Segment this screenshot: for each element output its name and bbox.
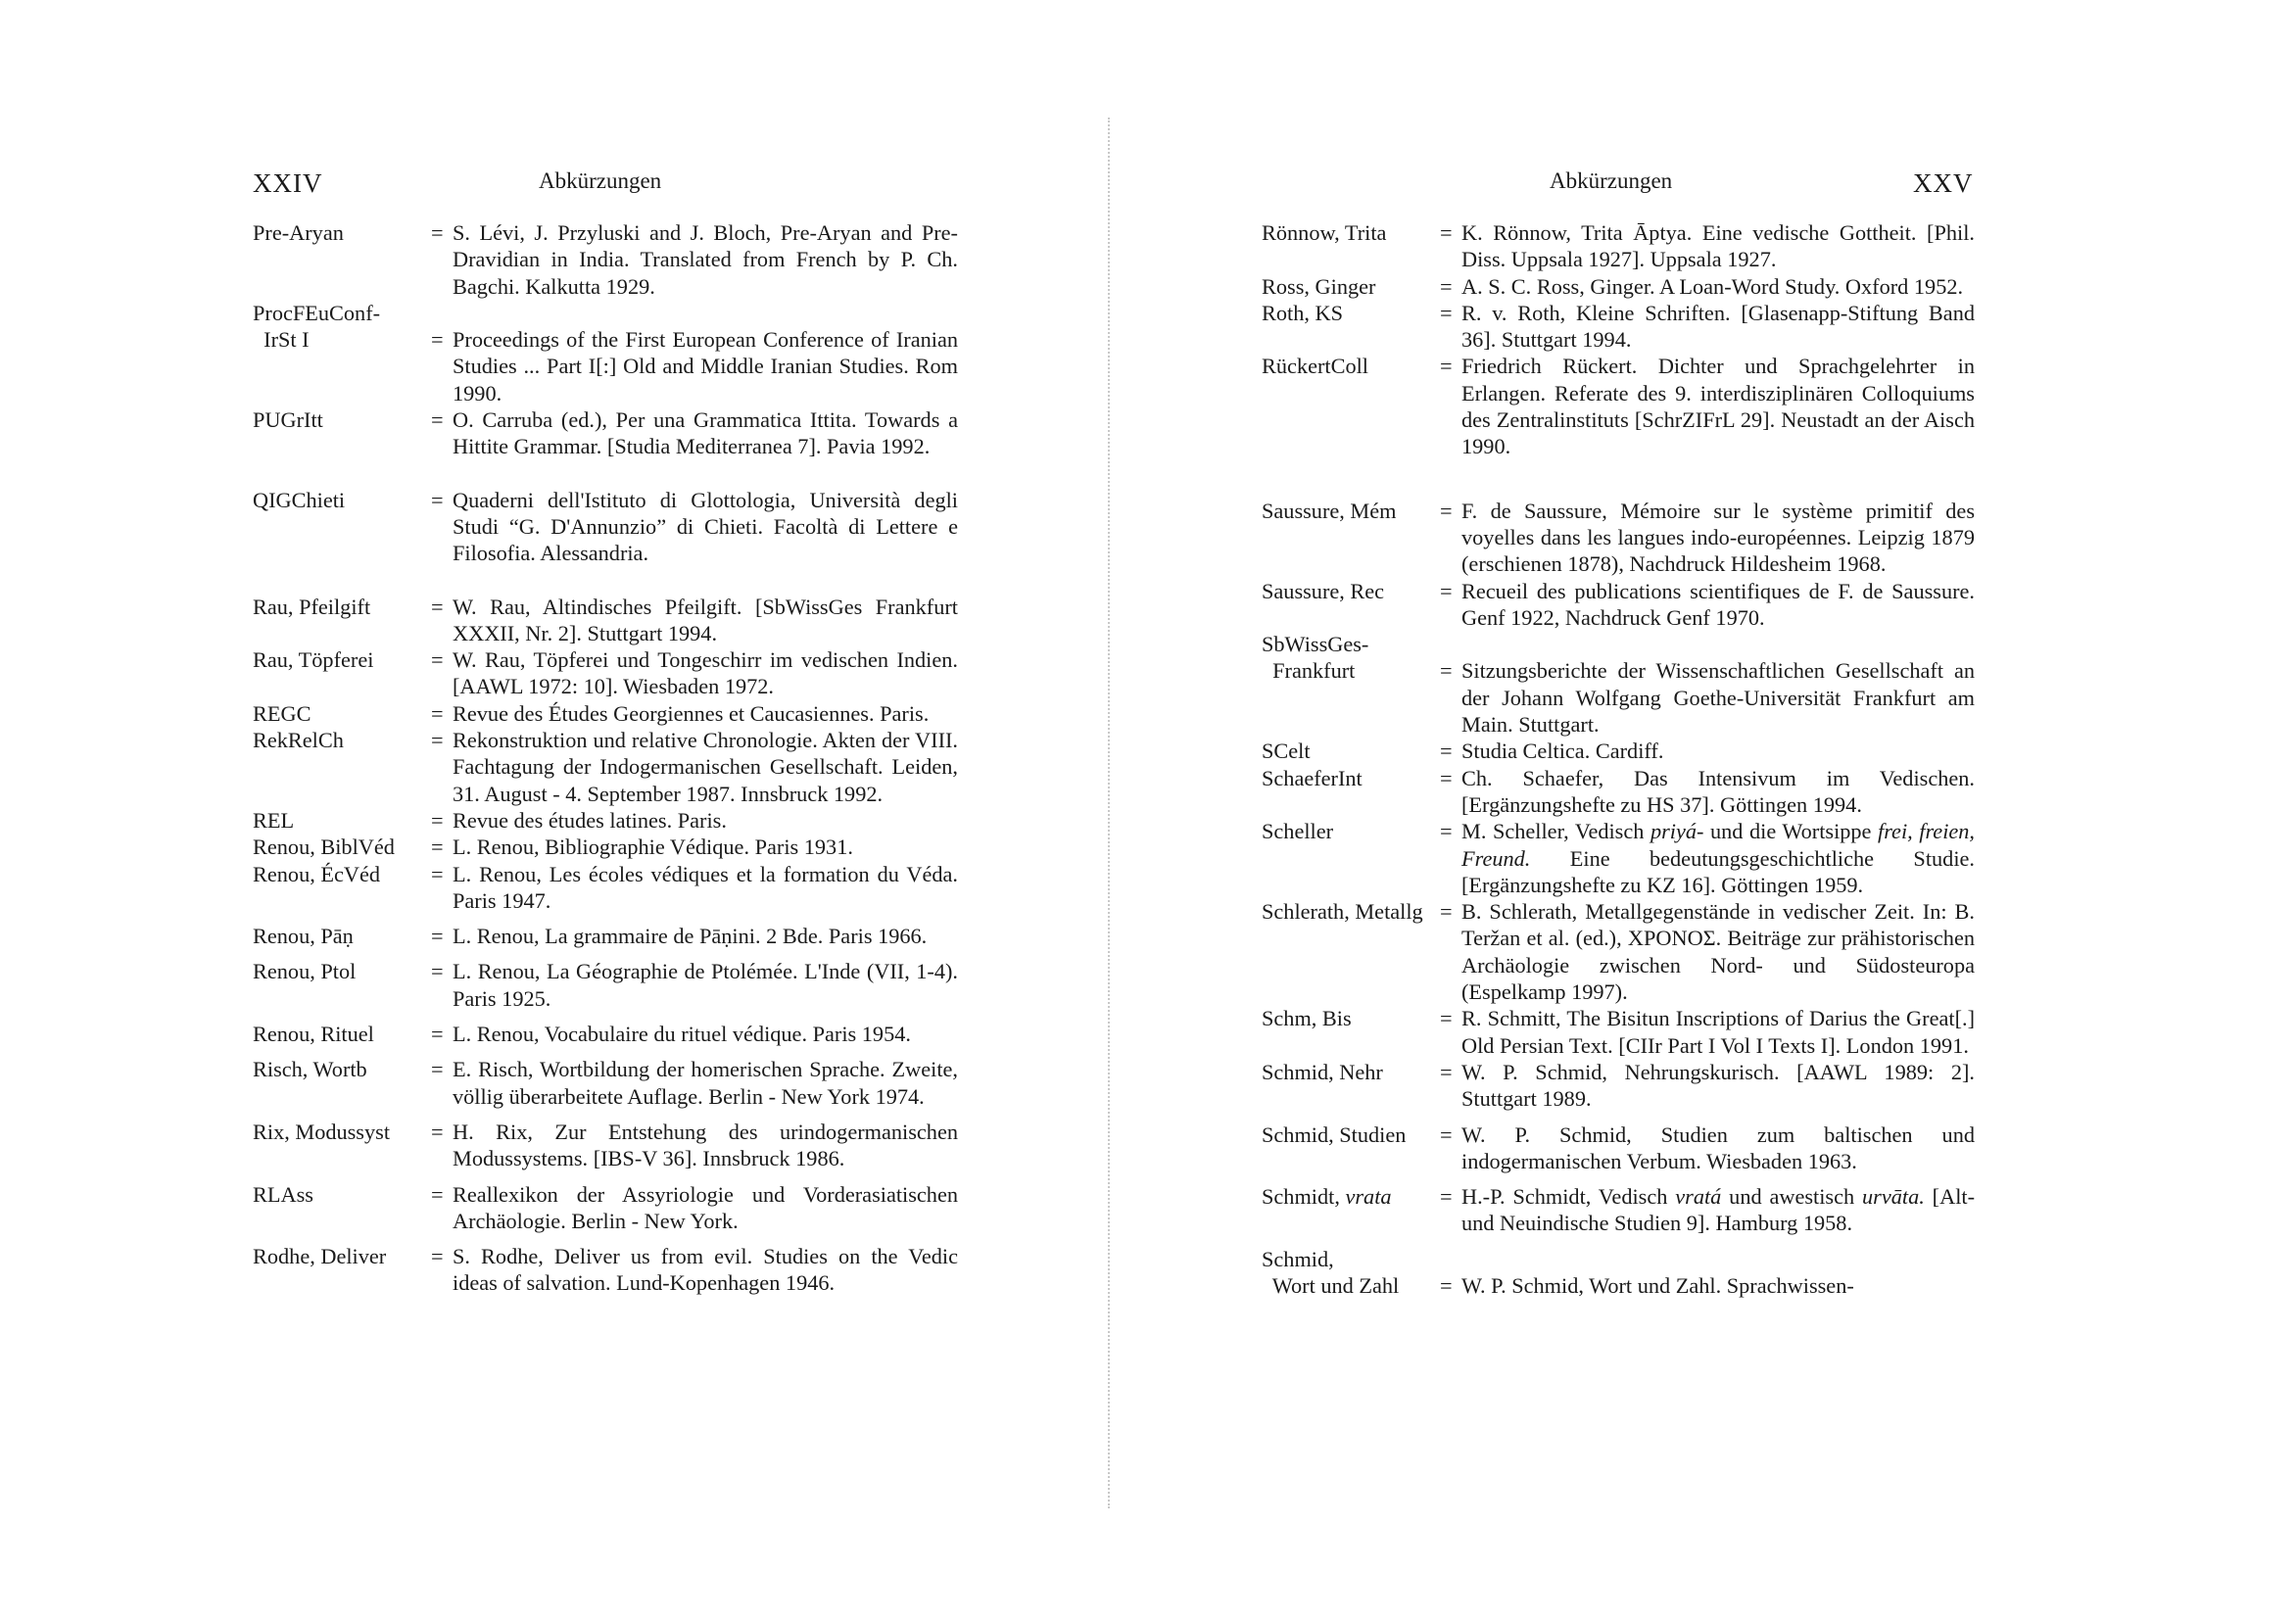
definition: K. Rönnow, Trita Āptya. Eine vedische Gottheit. [Phil. Diss. Uppsala 1927]. Uppsala 1927. <box>1461 220 1975 272</box>
list-item <box>1262 1059 1975 1113</box>
equals-sign: = <box>431 1022 444 1047</box>
list-item <box>253 861 958 915</box>
definition: A. S. C. Ross, Ginger. A Loan-Word Study. Oxford 1952. <box>1461 273 1964 299</box>
definition: Revue des Études Georgiennes et Caucasiennes. Paris. <box>453 700 930 726</box>
abbreviation: RückertColl <box>1262 354 1368 379</box>
abbreviation: Rix, Modussyst <box>253 1119 391 1144</box>
definition: Ch. Schaefer, Das Intensivum im Vedischen. [Ergänzungshefte zu HS 37]. Göttingen 1994. <box>1461 765 1975 817</box>
definition: O. Carruba (ed.), Per una Grammatica Ittita. Towards a Hittite Grammar. [Studia Mediterranea 7]. Pavia 1992. <box>453 407 958 459</box>
abbreviation: SbWissGes- Frankfurt <box>1262 632 1369 684</box>
list-item <box>253 219 958 300</box>
abbreviation: Renou, ÉcVéd <box>253 861 381 886</box>
abbreviation: Renou, Pāṇ <box>253 924 354 949</box>
definition: Proceedings of the First European Conference of Iranian Studies ... Part I[:] Old and Middle Iranian Studies. Rom 1990. <box>453 327 958 406</box>
list-item <box>1262 818 1975 898</box>
equals-sign: = <box>1440 1059 1453 1084</box>
abbreviation-list <box>1262 219 1975 1299</box>
equals-sign: = <box>1440 1121 1453 1147</box>
abbreviation: REL <box>253 807 295 833</box>
equals-sign: = <box>1440 765 1453 790</box>
equals-sign: = <box>431 1057 444 1082</box>
equals-sign: = <box>1440 273 1453 299</box>
list-item <box>253 1243 958 1297</box>
list-item <box>253 406 958 460</box>
definition: E. Risch, Wortbildung der homerischen Sprache. Zweite, völlig überarbeitete Auflage. Berlin - New York 1974. <box>453 1057 958 1109</box>
abbreviation: RekRelCh <box>253 728 344 753</box>
list-item <box>253 700 958 727</box>
page-number: XXIV <box>253 168 323 198</box>
right-page <box>1117 0 2296 1622</box>
abbreviation: REGC <box>253 700 311 726</box>
equals-sign: = <box>1440 658 1453 684</box>
abbreviation: Schmid, Nehr <box>1262 1059 1383 1084</box>
abbreviation: Pre-Aryan <box>253 220 344 245</box>
definition: W. Rau, Töpferei und Tongeschirr im vedischen Indien. [AAWL 1972: 10]. Wiesbaden 1972. <box>453 647 958 699</box>
list-item <box>1262 631 1975 738</box>
equals-sign: = <box>431 835 444 860</box>
definition: L. Renou, La grammaire de Pāṇini. 2 Bde. Paris 1966. <box>453 924 928 949</box>
list-item <box>253 594 958 647</box>
list-item <box>253 834 958 860</box>
equals-sign: = <box>1440 354 1453 379</box>
abbreviation: Ross, Ginger <box>1262 273 1376 299</box>
definition: Rekonstruktion und relative Chronologie. Akten der VIII. Fachtagung der Indogermanischen Gesellschaft. Leiden, 31. August - 4. September 1987. Innsbruck 1992. <box>453 728 958 806</box>
equals-sign: = <box>1440 578 1453 603</box>
equals-sign: = <box>1440 1006 1453 1031</box>
list-item <box>1262 219 1975 273</box>
definition: L. Renou, La Géographie de Ptolémée. L'Inde (VII, 1-4). Paris 1925. <box>453 959 958 1011</box>
running-title: Abkürzungen <box>1550 168 1673 193</box>
list-item <box>253 487 958 567</box>
definition: H.-P. Schmidt, Vedisch vratá und awestisch urvāta. [Alt- und Neuindische Studien 9]. Hamburg 1958. <box>1461 1184 1976 1236</box>
list-item <box>253 1021 958 1047</box>
equals-sign: = <box>431 959 444 984</box>
equals-sign: = <box>1440 220 1453 245</box>
equals-sign: = <box>431 220 444 245</box>
abbreviation: Rodhe, Deliver <box>253 1244 387 1269</box>
equals-sign: = <box>1440 899 1453 925</box>
list-item <box>253 727 958 807</box>
abbreviation: RLAss <box>253 1181 313 1207</box>
definition: W. P. Schmid, Studien zum baltischen und indogermanischen Verbum. Wiesbaden 1963. <box>1461 1121 1975 1173</box>
abbreviation: Roth, KS <box>1262 300 1344 325</box>
list-item <box>1262 353 1975 459</box>
abbreviation: Saussure, Rec <box>1262 578 1385 603</box>
definition: L. Renou, Bibliographie Védique. Paris 1931. <box>453 835 853 860</box>
definition: W. P. Schmid, Wort und Zahl. Sprachwissen- <box>1461 1272 1854 1298</box>
abbreviation: Saussure, Mém <box>1262 498 1397 523</box>
abbreviation: SchaeferInt <box>1262 765 1363 790</box>
equals-sign: = <box>1440 819 1453 844</box>
equals-sign: = <box>431 594 444 619</box>
definition: S. Rodhe, Deliver us from evil. Studies on the Vedic ideas of salvation. Lund-Kopenhagen 1946. <box>453 1244 958 1296</box>
abbreviation: Rau, Töpferei <box>253 647 374 673</box>
list-item <box>1262 1183 1975 1237</box>
definition: L. Renou, Vocabulaire du rituel védique. Paris 1954. <box>453 1022 911 1047</box>
equals-sign: = <box>1440 1272 1453 1298</box>
list-item <box>1262 1121 1975 1175</box>
equals-sign: = <box>431 861 444 886</box>
list-item <box>253 923 958 949</box>
list-item <box>253 958 958 1012</box>
list-item <box>1262 1246 1975 1300</box>
abbreviation: Risch, Wortb <box>253 1057 367 1082</box>
equals-sign: = <box>431 647 444 673</box>
abbreviation: Schlerath, Metallg <box>1262 899 1423 925</box>
definition: Reallexikon der Assyriologie und Vorderasiatischen Archäologie. Berlin - New York. <box>453 1181 958 1233</box>
equals-sign: = <box>431 407 444 433</box>
definition: F. de Saussure, Mémoire sur le système primitif des voyelles dans les langues indo-européennes. Leipzig 1879 (erschienen 1878), Nachdruck Hildesheim 1968. <box>1461 498 1975 577</box>
abbreviation: Renou, BiblVéd <box>253 835 395 860</box>
definition: R. Schmitt, The Bisitun Inscriptions of Darius the Great[.] Old Persian Text. [CIIr Part I Vol I Texts I]. London 1991. <box>1461 1006 1975 1058</box>
definition: Studia Celtica. Cardiff. <box>1461 739 1664 764</box>
abbreviation: ProcFEuConf- IrSt I <box>253 300 381 353</box>
definition: Recueil des publications scientifiques de F. de Saussure. Genf 1922, Nachdruck Genf 1970. <box>1461 578 1975 630</box>
left-page <box>0 0 1107 1622</box>
equals-sign: = <box>431 807 444 833</box>
equals-sign: = <box>431 1244 444 1269</box>
definition: H. Rix, Zur Entstehung des urindogermanischen Modussystems. [IBS-V 36]. Innsbruck 1986. <box>453 1119 958 1171</box>
definition: L. Renou, Les écoles védiques et la formation du Véda. Paris 1947. <box>453 861 958 913</box>
equals-sign: = <box>431 1181 444 1207</box>
equals-sign: = <box>1440 1184 1453 1210</box>
definition: R. v. Roth, Kleine Schriften. [Glasenapp-Stiftung Band 36]. Stuttgart 1994. <box>1461 300 1975 353</box>
definition: S. Lévi, J. Przyluski and J. Bloch, Pre-Aryan and Pre-Dravidian in India. Translated from French by P. Ch. Bagchi. Kalkutta 1929. <box>453 220 958 299</box>
list-item <box>1262 765 1975 819</box>
abbreviation: Renou, Ptol <box>253 959 357 984</box>
equals-sign: = <box>1440 300 1453 325</box>
list-item <box>1262 898 1975 1005</box>
list-item <box>253 1119 958 1172</box>
list-item <box>1262 738 1975 764</box>
list-item <box>1262 498 1975 578</box>
equals-sign: = <box>1440 498 1453 523</box>
abbreviation: Renou, Rituel <box>253 1022 374 1047</box>
definition: M. Scheller, Vedisch priyá- und die Wortsippe frei, freien, Freund. Eine bedeutungsgeschichtliche Studie. [Ergänzungshefte zu KZ 16]. Göttingen 1959. <box>1461 819 1976 897</box>
abbreviation-list <box>253 219 958 1297</box>
equals-sign: = <box>431 924 444 949</box>
definition: Friedrich Rückert. Dichter und Sprachgelehrter in Erlangen. Referate des 9. interdisziplinären Colloquiums des Zentralinstituts [SchrZIFrL 29]. Neustadt an der Aisch 1990. <box>1461 354 1975 459</box>
abbreviation: Schmid, Studien <box>1262 1121 1407 1147</box>
definition: Quaderni dell'Istituto di Glottologia, Università degli Studi “G. D'Annunzio” di Chieti. Facoltà di Lettere e Filosofia. Alessandria. <box>453 487 958 566</box>
list-item <box>253 807 958 834</box>
definition: Revue des études latines. Paris. <box>453 807 727 833</box>
list-item <box>253 1181 958 1235</box>
list-item <box>1262 1005 1975 1059</box>
abbreviation: Schmid, Wort und Zahl <box>1262 1246 1400 1298</box>
equals-sign: = <box>431 487 444 512</box>
definition: B. Schlerath, Metallgegenstände in vedischer Zeit. In: B. Teržan et al. (ed.), ΧΡΟΝΟΣ. Beiträge zur prähistorischen Archäologie zwischen Nord- und Südosteuropa (Espelkamp 1997). <box>1461 899 1975 1005</box>
definition: W. P. Schmid, Nehrungskurisch. [AAWL 1989: 2]. Stuttgart 1989. <box>1461 1059 1975 1112</box>
list-item <box>253 1056 958 1110</box>
list-item <box>1262 300 1975 354</box>
definition: W. Rau, Altindisches Pfeilgift. [SbWissGes Frankfurt XXXII, Nr. 2]. Stuttgart 1994. <box>453 594 958 645</box>
equals-sign: = <box>431 728 444 753</box>
abbreviation: Rau, Pfeilgift <box>253 594 371 619</box>
equals-sign: = <box>431 327 444 353</box>
book-gutter <box>1108 118 1110 1508</box>
abbreviation: Rönnow, Trita <box>1262 220 1387 245</box>
equals-sign: = <box>431 700 444 726</box>
abbreviation: PUGrItt <box>253 407 323 433</box>
equals-sign: = <box>431 1119 444 1144</box>
list-item <box>1262 273 1975 300</box>
abbreviation: QIGChieti <box>253 487 346 512</box>
page-number: XXV <box>1913 168 1974 198</box>
abbreviation: Schm, Bis <box>1262 1006 1352 1031</box>
list-item <box>253 646 958 700</box>
definition: Sitzungsberichte der Wissenschaftlichen Gesellschaft an der Johann Wolfgang Goethe-Universität Frankfurt am Main. Stuttgart. <box>1461 658 1975 738</box>
abbreviation: Scheller <box>1262 819 1334 844</box>
abbreviation: SCelt <box>1262 739 1311 764</box>
running-title: Abkürzungen <box>539 168 662 193</box>
list-item <box>253 300 958 406</box>
equals-sign: = <box>1440 739 1453 764</box>
list-item <box>1262 578 1975 632</box>
abbreviation: Schmidt, vrata <box>1262 1184 1392 1210</box>
